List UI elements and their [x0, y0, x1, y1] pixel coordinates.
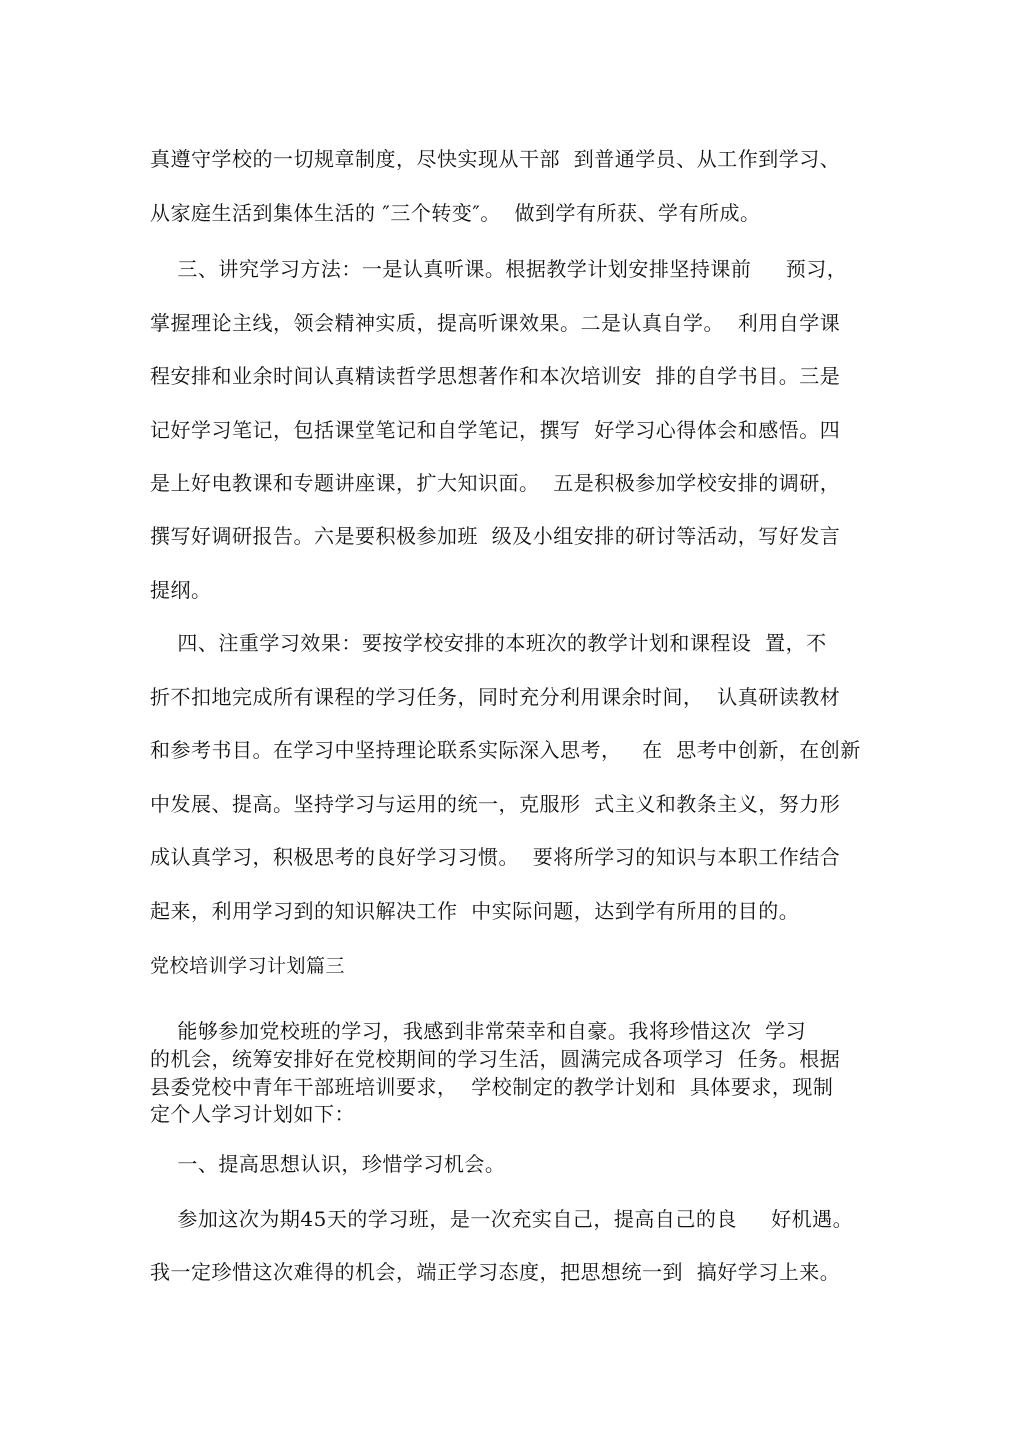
text-line-11: 折不扣地完成所有课程的学习任务，同时充分利用课余时间， 认真研读教材 [150, 685, 841, 709]
text-line-23: 我一定珍惜这次难得的机会，端正学习态度，把思想统一到 搞好学习上来。 [150, 1260, 841, 1284]
text-line-6: 记好学习笔记，包括课堂笔记和自学笔记，撰写 好学习心得体会和感悟。四 [150, 418, 841, 442]
text-line-10: 四、注重学习效果：要按学校安排的本班次的教学计划和课程设 置，不 [150, 631, 827, 655]
text-line-22: 参加这次为期45天的学习班，是一次充实自己，提高自己的良 好机遇。 [150, 1207, 854, 1231]
text-line-5: 程安排和业余时间认真精读哲学思想著作和本次培训安 排的自学书目。三是 [150, 364, 841, 388]
text-line-21: 一、提高思想认识，珍惜学习机会。 [150, 1152, 506, 1176]
text-line-9: 提纲。 [150, 578, 212, 602]
text-line-1: 真遵守学校的一切规章制度，尽快实现从干部 到普通学员、从工作到学习、 [150, 147, 841, 171]
text-line-4: 掌握理论主线，领会精神实质，提高听课效果。二是认真自学。 利用自学课 [150, 311, 841, 335]
text-line-17: 能够参加党校班的学习，我感到非常荣幸和自豪。我将珍惜这次 学习 [150, 1019, 807, 1043]
text-line-3: 三、讲究学习方法：一是认真听课。根据教学计划安排坚持课前 预习， [150, 257, 848, 281]
text-line-14: 成认真学习，积极思考的良好学习习惯。 要将所学习的知识与本职工作结合 [150, 845, 841, 869]
text-line-8: 撰写好调研报告。六是要积极参加班 级及小组安排的研讨等活动，写好发言 [150, 524, 841, 548]
text-line-12: 和参考书目。在学习中坚持理论联系实际深入思考， 在 思考中创新，在创新 [150, 738, 861, 762]
text-line-13: 中发展、提高。坚持学习与运用的统一，克服形 式主义和教条主义，努力形 [150, 792, 841, 816]
text-line-18: 的机会，统筹安排好在党校期间的学习生活，圆满完成各项学习 任务。根据 [150, 1047, 841, 1071]
text-line-19: 县委党校中青年干部班培训要求， 学校制定的教学计划和 具体要求，现制 [150, 1075, 834, 1099]
text-line-7: 是上好电教课和专题讲座课，扩大知识面。 五是积极参加学校安排的调研， [150, 471, 841, 495]
text-line-15: 起来，利用学习到的知识解决工作 中实际问题，达到学有所用的目的。 [150, 899, 800, 923]
section-heading: 党校培训学习计划篇三 [150, 955, 346, 977]
text-line-20: 定个人学习计划如下： [150, 1102, 355, 1126]
text-line-2: 从家庭生活到集体生活的 ″三个转变″。 做到学有所获、学有所成。 [150, 201, 761, 225]
